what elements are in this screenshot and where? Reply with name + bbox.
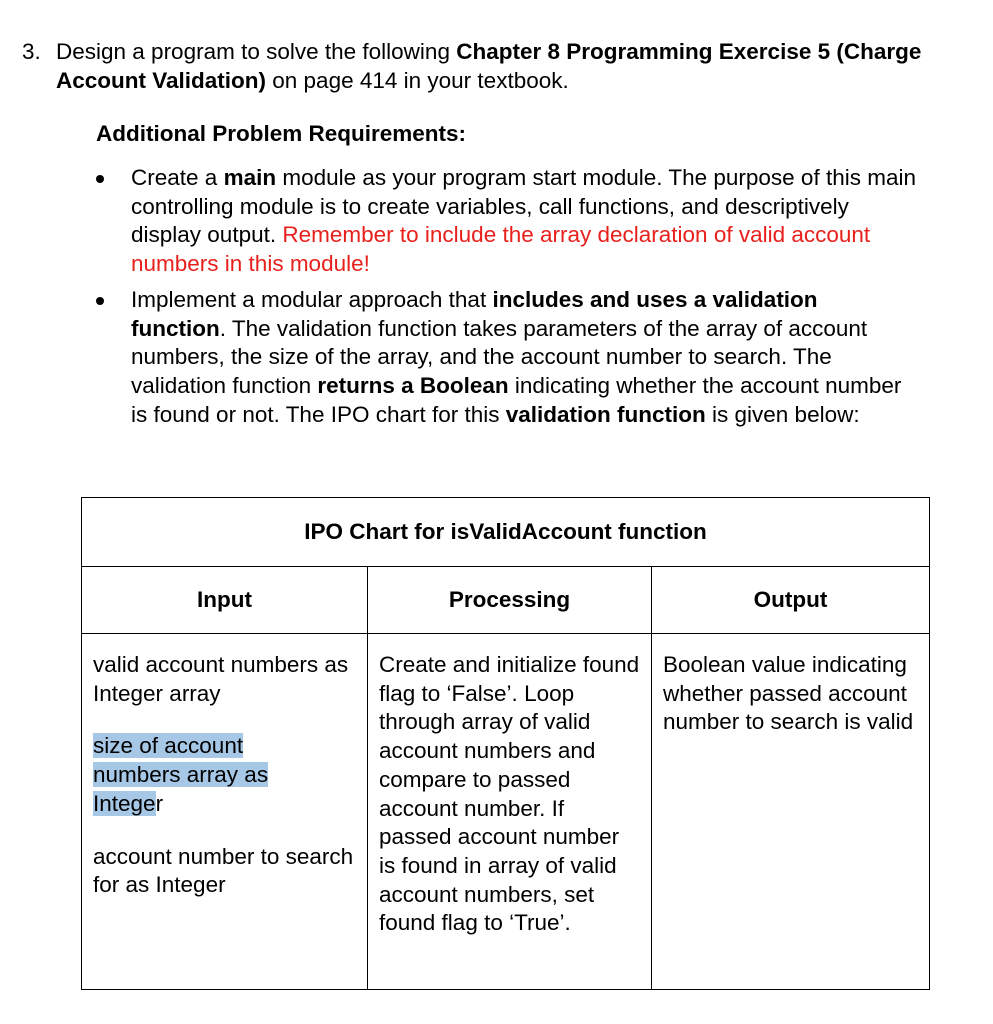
output-cell: Boolean value indicating whether passed account number to search is valid (652, 634, 930, 990)
input-item-search: account number to search for as Integer (93, 843, 354, 898)
input-item-array: valid account numbers as Integer array (93, 652, 349, 706)
output-header: Output (652, 567, 930, 634)
req1-text-c: module as your program start module. The purpose of this main controlling module is to create variables, call functions, and descriptively display output. (131, 165, 916, 248)
req1-main-bold: main (223, 165, 277, 190)
req2-text-c: . The validation function takes parameters of the array of account numbers, the size of the array, and the account number to search. The validation function (131, 315, 868, 399)
bullet-icon (96, 297, 104, 305)
input-item-size (93, 732, 298, 818)
question-tail: on page 414 in your textbook. (266, 67, 569, 93)
input-cell (82, 634, 368, 990)
question-text (56, 38, 982, 95)
req1-red-note: Remember to include the array declaration of valid account numbers in this module! (131, 222, 871, 277)
question-number: 3. (22, 39, 41, 64)
requirements-list (96, 164, 916, 279)
req2-bold-1: includes and uses a validation function (131, 287, 818, 341)
req2-bold-3: validation function (505, 401, 706, 427)
ipo-chart-table (81, 497, 930, 990)
req2-text-a: Implement a modular approach that (131, 287, 493, 312)
exercise-reference: Chapter 8 Programming Exercise 5 (Charge Account Validation) (56, 39, 922, 93)
req2-text-d: indicating whether the account number is found or not. The IPO chart for this (131, 373, 902, 427)
req1-text-a: Create a (131, 165, 224, 190)
req2-bold-2: returns a Boolean (317, 373, 509, 399)
highlighted-text: size of account numbers array as Intege (93, 733, 269, 816)
ipo-chart-title: IPO Chart for isValidAccount function (82, 498, 930, 567)
processing-header: Processing (368, 567, 652, 634)
requirements-heading: Additional Problem Requirements: (96, 121, 467, 146)
input-item-size-rest: r (155, 790, 164, 816)
question-3 (22, 38, 982, 95)
requirement-main-module (96, 164, 916, 279)
question-intro: Design a program to solve the following (56, 39, 457, 64)
bullet-icon (96, 175, 104, 183)
requirement-validation-function (96, 286, 916, 430)
requirements-list-2 (96, 286, 916, 430)
req2-text-e: is given below: (705, 401, 860, 427)
input-header: Input (82, 567, 368, 634)
processing-cell: Create and initialize found flag to ‘False’. Loop through array of valid account numbers and compare to passed account number. If passed account number is found in array of valid account numbers, set found flag to ‘True’. (368, 634, 652, 990)
